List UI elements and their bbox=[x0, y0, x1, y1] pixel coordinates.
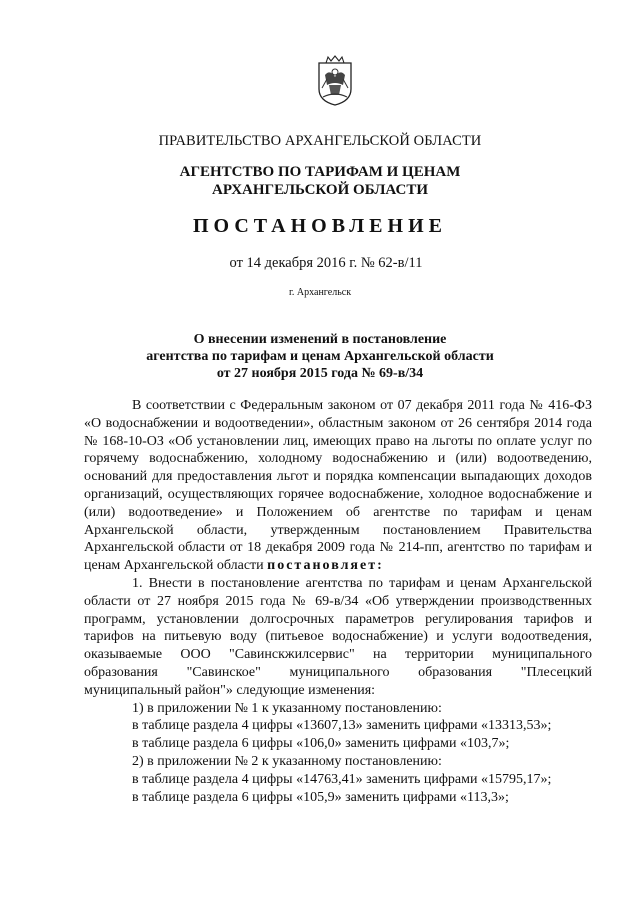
agency-name-line-2: АРХАНГЕЛЬСКОЙ ОБЛАСТИ bbox=[212, 182, 428, 198]
government-name: ПРАВИТЕЛЬСТВО АРХАНГЕЛЬСКОЙ ОБЛАСТИ bbox=[158, 133, 482, 149]
sub-item-1-change-b: в таблице раздела 6 цифры «106,0» заменить цифрами «103,7»; bbox=[132, 736, 510, 752]
document-city: г. Архангельск bbox=[288, 287, 352, 298]
sub-item-2-change-a: в таблице раздела 4 цифры «14763,41» заменить цифрами «15795,17»; bbox=[132, 771, 552, 787]
document-title-line-2: агентства по тарифам и ценам Архангельской области bbox=[146, 349, 494, 364]
coat-of-arms-emblem bbox=[317, 55, 353, 107]
agency-name-line-1: АГЕНТСТВО ПО ТАРИФАМ И ЦЕНАМ bbox=[179, 164, 461, 180]
document-title-line-1: О внесении изменений в постановление bbox=[193, 332, 447, 347]
resolves-word: постановляет: bbox=[267, 558, 384, 574]
document-type: ПОСТАНОВЛЕНИЕ bbox=[193, 215, 447, 237]
item-1-paragraph: 1. Внести в постановление агентства по тарифам и ценам Архангельской области от 27 ноября 2015 года № 69-в/34 «Об утверждении производственных программ, установлении долгосрочных параметров регулирования тарифов и тарифов на питьевую воду (питьевое водоснабжение) и услуги водоотведения, оказываемые ООО "Савинскжилсервис" на территории муниципального образования "Савинское" муниципального образования "Плесецкий муниципальный район"» следующие изменения: bbox=[84, 575, 592, 698]
sub-item-1-change-a: в таблице раздела 4 цифры «13607,13» заменить цифрами «13313,53»; bbox=[132, 718, 552, 734]
document-body bbox=[84, 397, 592, 806]
sub-item-2: 2) в приложении № 2 к указанному постановлению: bbox=[132, 753, 442, 769]
sub-item-1: 1) в приложении № 1 к указанному постановлению: bbox=[132, 700, 442, 716]
sub-item-2-change-b: в таблице раздела 6 цифры «105,9» заменить цифрами «113,3»; bbox=[132, 789, 509, 805]
document-date-number: от 14 декабря 2016 г. № 62-в/11 bbox=[229, 255, 423, 271]
preamble-text: В соответствии с Федеральным законом от 07 декабря 2011 года № 416-ФЗ «О водоснабжении и водоотведении», областным законом от 26 сентября 2014 года № 168-10-ОЗ «Об установлении лиц, имеющих право на льготы по оплате услуг по горячему водоснабжению, холодному водоснабжению и (или) водоотведению, оснований для предоставления льгот и порядка компенсации выпадающих доходов организаций, осуществляющих горячее водоснабжение, холодное водоснабжение и (или) водоотведение» и Положением об агентстве по тарифам и ценам Архангельской области, утвержденным постановлением Правительства Архангельской области от 18 декабря 2009 года № 214-пп, агентство по тарифам и ценам Архангельской области bbox=[84, 398, 592, 574]
preamble-paragraph bbox=[84, 397, 592, 575]
document-title-line-3: от 27 ноября 2015 года № 69-в/34 bbox=[216, 366, 424, 381]
